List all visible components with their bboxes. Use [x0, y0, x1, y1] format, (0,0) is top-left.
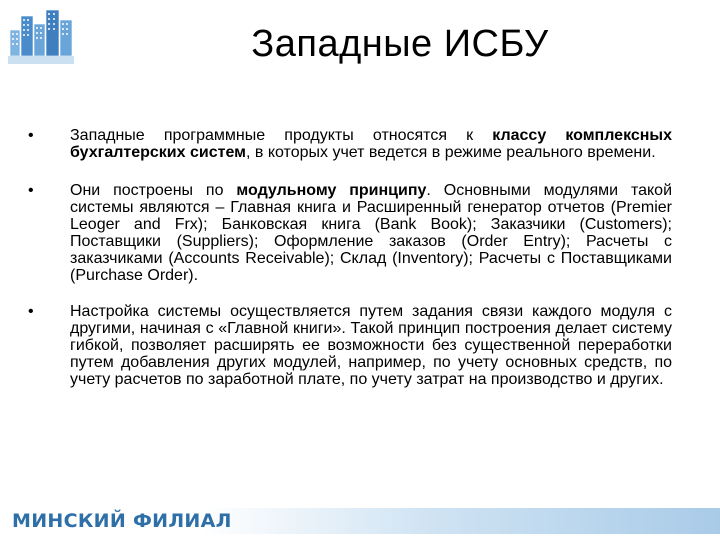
- bullet-text: , в которых учет ведется в режиме реального времени.: [245, 144, 656, 161]
- bullet-text: Настройка системы осуществляется путем задания связи каждого модуля с другими, начиная с «Главной книги». Такой принцип построения делает систему гибкой, позволяет расширять ее возможности без существенной переработки путем добавления других модулей, например, по учету основных средств, по учету расчетов по заработной плате, по учету затрат на производство и других.: [70, 303, 672, 388]
- bullet-bold-text: классу комплексных бухгалтерских систем: [70, 127, 672, 161]
- bullet-list: [28, 127, 672, 405]
- slide-title: Западные ИСБУ: [251, 23, 549, 65]
- bullet-text: Они построены по: [70, 182, 237, 199]
- footer-branch-label: МИНСКИЙ ФИЛИАЛ: [12, 510, 232, 532]
- bullet-item-2: [28, 182, 672, 284]
- bullet-marker: •: [28, 182, 34, 199]
- bullet-item-1: [28, 127, 672, 161]
- city-buildings-icon: [8, 8, 74, 66]
- bullet-text: . Основными модулями такой системы являются – Главная книга и Расширенный генератор отчетов (Premier Leoger and Frx); Банковская книга (Bank Book); Заказчики (Customers); Поставщики (Suppliers); Оформление заказов (Order Entry); Расчеты с заказчиками (Accounts Receivable); Склад (Inventory); Расчеты с Поставщиками (Purchase Order).: [70, 182, 673, 284]
- bullet-bold-text: модульному принципу: [236, 182, 427, 199]
- bullet-marker: •: [28, 127, 34, 144]
- footer: [0, 508, 720, 540]
- bullet-item-3: [28, 303, 672, 388]
- bullet-marker: •: [28, 303, 34, 320]
- bullet-text: Западные программные продукты относятся к: [70, 127, 493, 144]
